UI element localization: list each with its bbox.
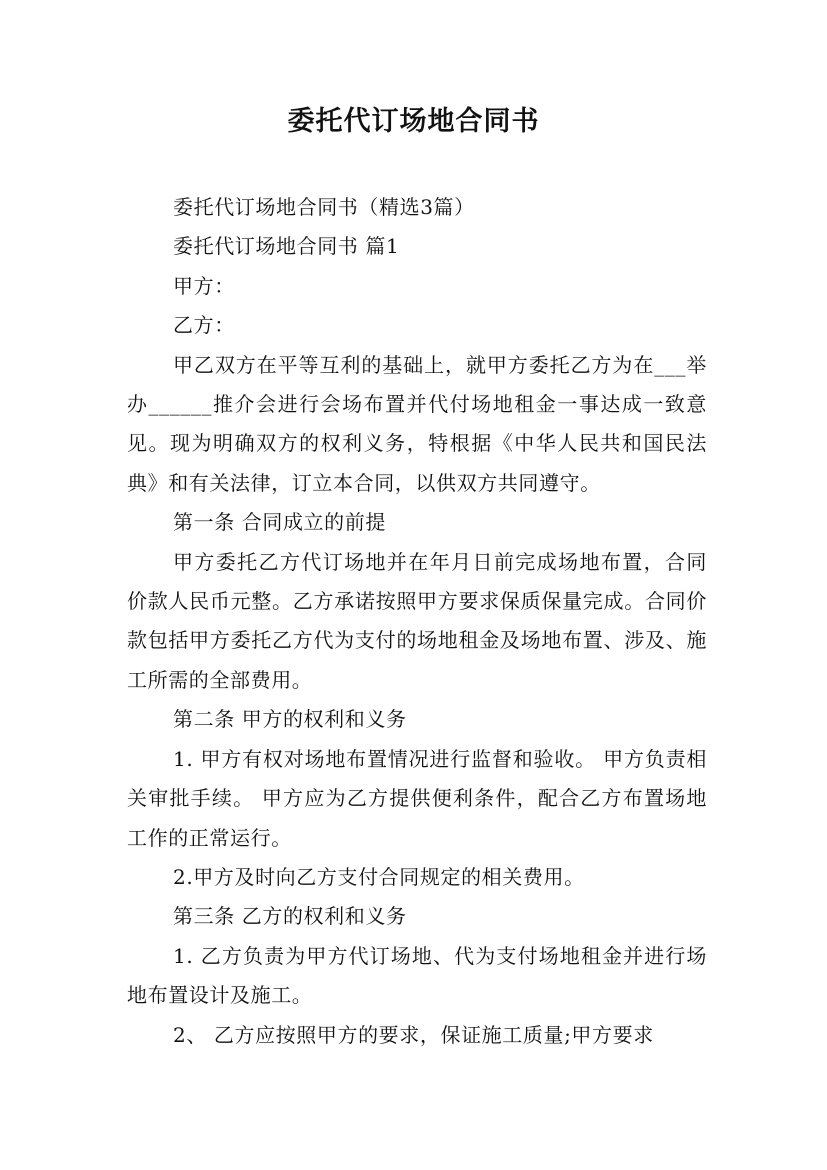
article-2-heading: 第二条 甲方的权利和义务	[173, 707, 407, 732]
document-body	[127, 188, 707, 1055]
article-2-item-1: 1. 甲方有权对场地布置情况进行监督和验收。 甲方负责相关审批手续。 甲方应为乙方提供便利条件，配合乙方布置场地工作的正常运行。	[127, 746, 707, 850]
article-3-heading: 第三条 乙方的权利和义务	[173, 904, 407, 929]
paragraph-party-b: 乙方：	[173, 313, 235, 338]
article-1-heading: 第一条 合同成立的前提	[173, 510, 386, 535]
paragraph-preamble: 甲乙双方在平等互利的基础上，就甲方委托乙方为在___举办______推介会进行会场布置并代付场地租金一事达成一致意见。现为明确双方的权利义务，特根据《中华人民共和国民法典》和有关法律，订立本合同，以供双方共同遵守。	[127, 352, 707, 495]
document-title: 委托代订场地合同书	[287, 106, 540, 137]
article-3-item-2: 2、 乙方应按照甲方的要求，保证施工质量;甲方要求	[173, 1022, 654, 1047]
paragraph-party-a: 甲方：	[173, 273, 235, 298]
article-3-item-1: 1. 乙方负责为甲方代订场地、代为支付场地租金并进行场地布置设计及施工。	[127, 943, 707, 1008]
article-2-item-2: 2.甲方及时向乙方支付合同规定的相关费用。	[173, 864, 585, 889]
paragraph-chapter-heading: 委托代订场地合同书 篇1	[173, 234, 400, 259]
article-1-body: 甲方委托乙方代订场地并在年月日前完成场地布置，合同价款人民币元整。乙方承诺按照甲方要求保质保量完成。合同价款包括甲方委托乙方代为支付的场地租金及场地布置、涉及、施工所需的全部费用。	[127, 549, 707, 692]
paragraph-subtitle: 委托代订场地合同书（精选3篇）	[173, 195, 475, 219]
